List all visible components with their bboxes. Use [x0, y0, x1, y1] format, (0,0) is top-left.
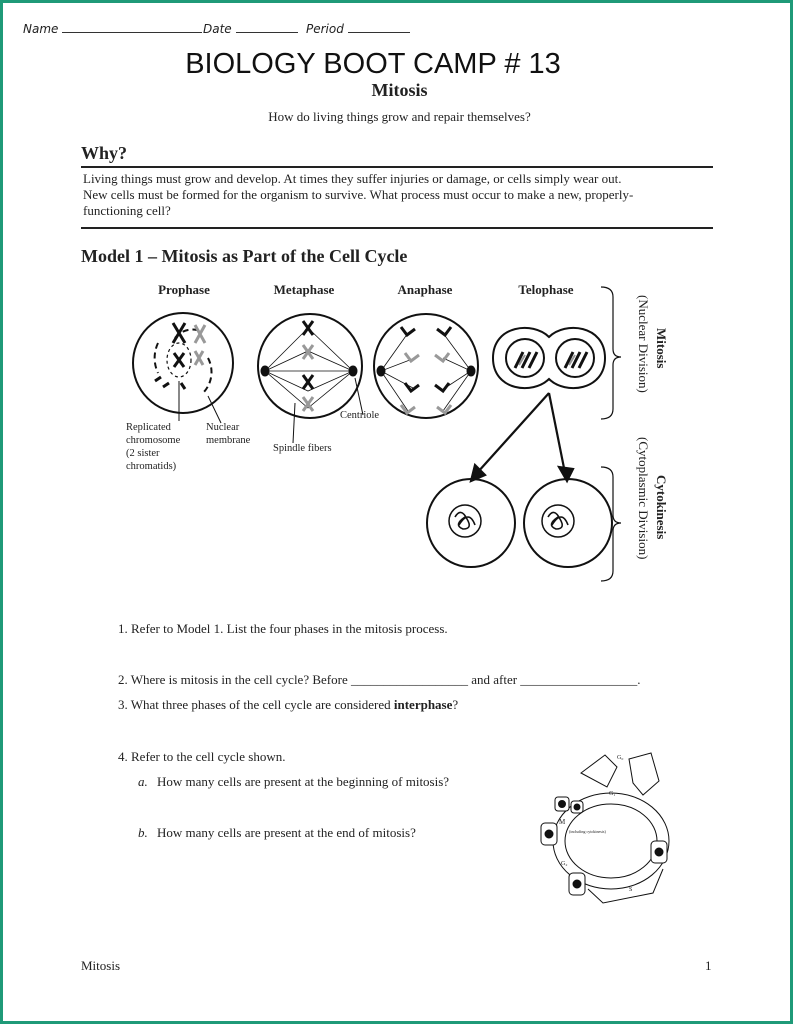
label-replicated-chromosome: [126, 421, 180, 473]
daughter-cell-left: [427, 479, 515, 567]
metaphase-cell: [258, 314, 363, 443]
question-3-end: ?: [452, 697, 459, 712]
label-replicated-line-4: chromatids): [126, 461, 177, 472]
cytokinesis-side-sub: (Cytoplasmic Division): [636, 437, 651, 560]
model-heading: Model 1 – Mitosis as Part of the Cell Cycle: [81, 246, 408, 266]
page-title: BIOLOGY BOOT CAMP # 13: [185, 48, 561, 80]
question-3: [118, 697, 458, 713]
period-label: Period: [306, 22, 344, 36]
question-4a-text: How many cells are present at the beginning of mitosis?: [157, 774, 450, 789]
question-1: 1. Refer to Model 1. List the four phases in the mitosis process.: [118, 621, 448, 636]
worksheet-page: [3, 3, 790, 1021]
cytokinesis-side-heading: Cytokinesis: [654, 475, 669, 540]
mitosis-side-heading: Mitosis: [654, 328, 669, 369]
prophase-cell: [133, 313, 233, 413]
phase-label-metaphase: Metaphase: [273, 282, 335, 297]
label-replicated-line-1: Replicated: [126, 422, 171, 433]
date-label: Date: [203, 22, 232, 36]
why-line-3: functioning cell?: [83, 203, 171, 218]
phase-label-prophase: Prophase: [158, 282, 210, 297]
question-4b-text: How many cells are present at the end of mitosis?: [157, 825, 416, 840]
label-centriole: Centriole: [340, 410, 380, 421]
anaphase-cell: [374, 314, 478, 418]
footer-title: Mitosis: [81, 958, 121, 973]
name-label: Name: [23, 22, 59, 36]
phase-label-anaphase: Anaphase: [397, 282, 453, 297]
why-heading: Why?: [81, 143, 128, 163]
cycle-label-s: S: [629, 887, 633, 893]
cytokinesis-arrows: [471, 393, 573, 481]
page-subtitle: Mitosis: [371, 80, 428, 100]
question-4b-letter: b.: [138, 825, 148, 840]
page-number: 1: [705, 958, 712, 973]
cycle-label-g2: G₂: [561, 861, 568, 867]
question-3-bold: interphase: [393, 697, 453, 712]
mitosis-side-sub: (Nuclear Division): [636, 295, 651, 393]
side-brackets: [601, 287, 621, 581]
phase-label-telophase: Telophase: [518, 282, 574, 297]
mitosis-diagram: [3, 3, 790, 1021]
cycle-label-m: M: [559, 818, 566, 826]
essential-question: How do living things grow and repair themselves?: [268, 109, 531, 124]
cycle-label-g0: G₀: [617, 755, 624, 761]
cycle-label-m-sub: (including cytokinesis): [569, 829, 606, 834]
cycle-label-g1: G₁: [609, 791, 616, 797]
telophase-cell: [493, 328, 605, 388]
label-spindle-fibers: Spindle fibers: [273, 443, 332, 454]
question-2: 2. Where is mitosis in the cell cycle? Before __________________ and after __________________.: [118, 672, 641, 687]
label-replicated-line-3: (2 sister: [126, 448, 160, 459]
daughter-cell-right: [524, 479, 612, 567]
question-4a: [138, 774, 449, 790]
why-line-2: New cells must be formed for the organism to survive. What process must occur to make a new, properly-: [83, 187, 634, 202]
label-nuclear-line-1: Nuclear: [206, 422, 240, 433]
label-replicated-line-2: chromosome: [126, 435, 181, 446]
label-nuclear-membrane: [206, 421, 250, 447]
question-4b: [138, 825, 416, 841]
question-3-text: 3. What three phases of the cell cycle are considered: [118, 697, 394, 712]
question-4: 4. Refer to the cell cycle shown.: [118, 749, 286, 764]
cell-cycle-diagram: [541, 753, 669, 903]
why-line-1: Living things must grow and develop. At times they suffer injuries or damage, or cells simply wear out.: [83, 171, 622, 186]
question-4a-letter: a.: [138, 774, 148, 789]
label-nuclear-line-2: membrane: [206, 435, 251, 446]
